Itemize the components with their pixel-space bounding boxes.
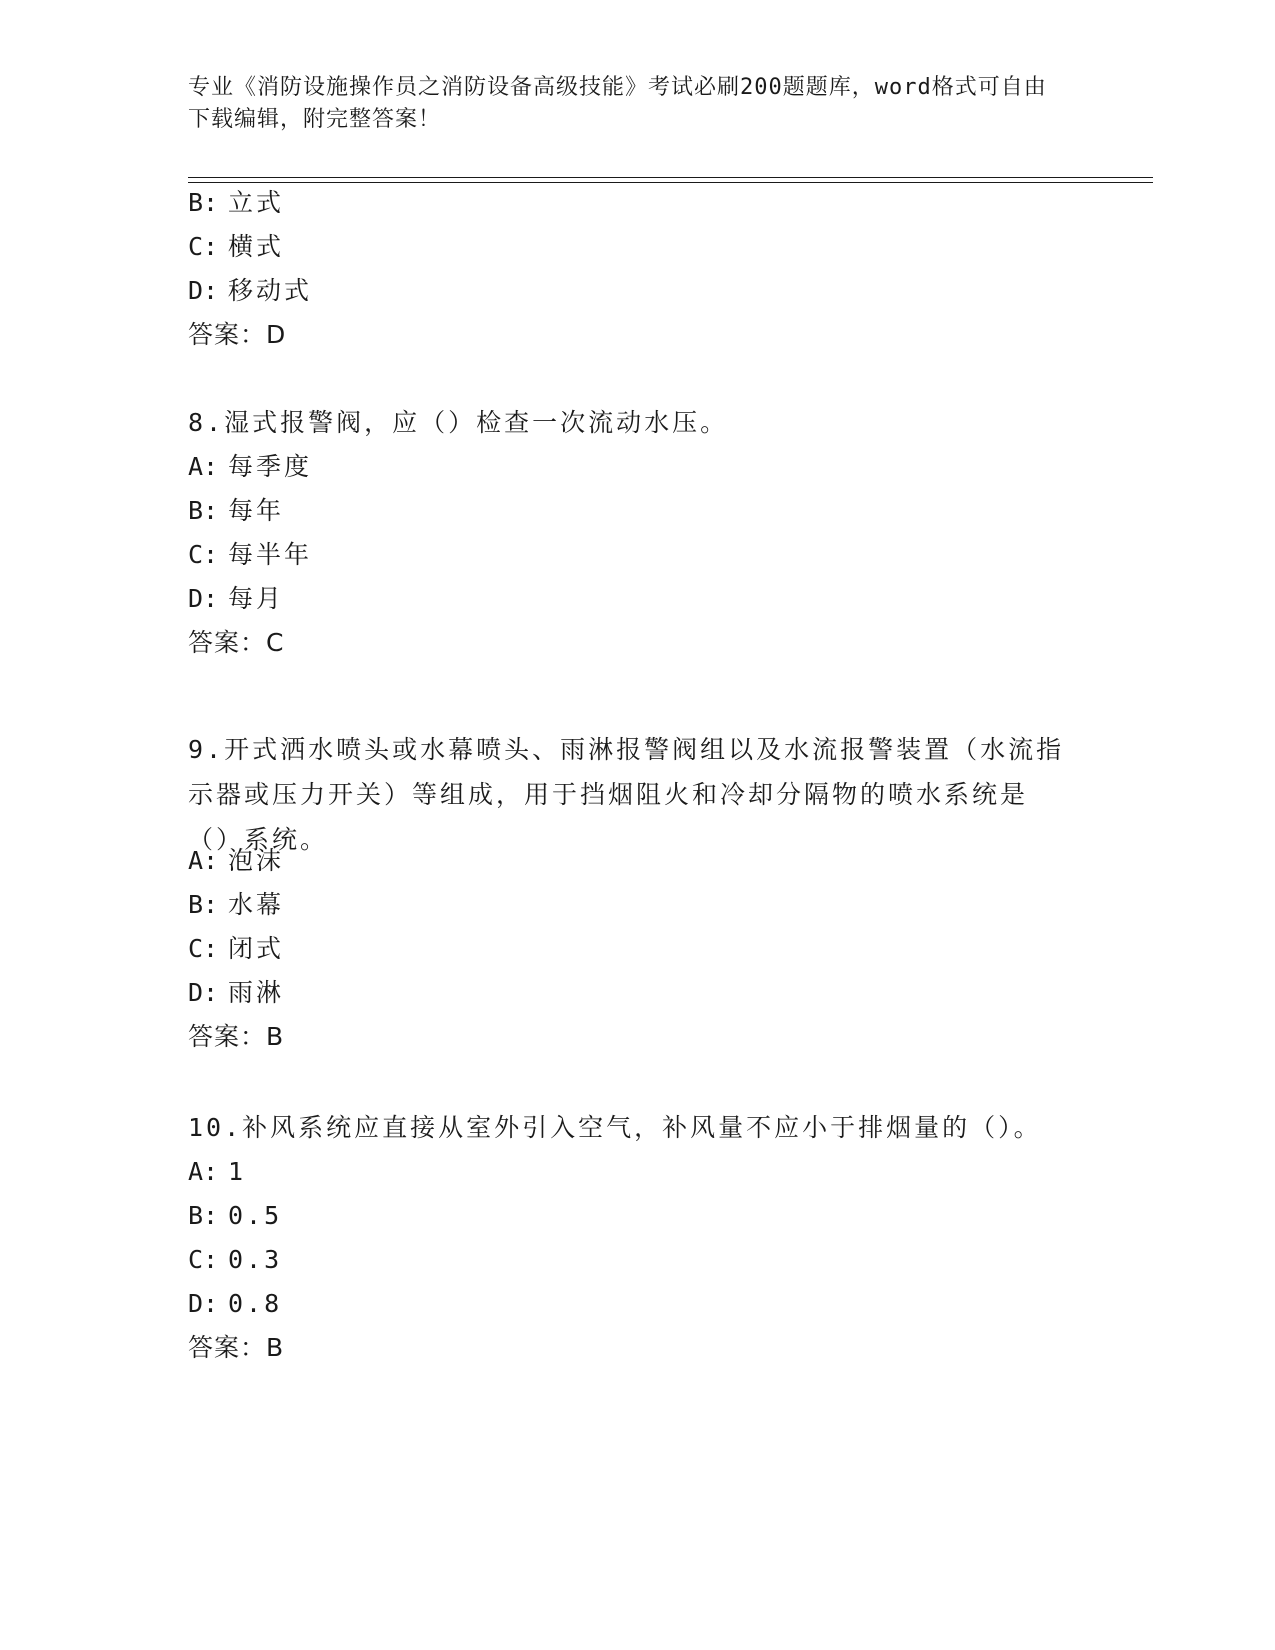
- option-a: A: 1: [188, 1157, 247, 1186]
- option-b: B: 水幕: [188, 890, 285, 919]
- question-8-stem: 8.湿式报警阀，应（）检查一次流动水压。: [188, 408, 729, 437]
- option-c: C: 0.3: [188, 1245, 283, 1274]
- question-10-stem: 10.补风系统应直接从室外引入空气，补风量不应小于排烟量的（）。: [188, 1113, 1042, 1142]
- option-d: D: 每月: [188, 584, 285, 613]
- option-b: B: 立式: [188, 188, 285, 217]
- header-divider-bottom: [188, 182, 1153, 183]
- question-9-stem: 9.开式洒水喷头或水幕喷头、雨淋报警阀组以及水流报警装置（水流指示器或压力开关）等组成，用于挡烟阻火和冷却分隔物的喷水系统是（）系统。: [188, 735, 1065, 854]
- document-header: [188, 72, 1068, 136]
- option-d: D: 移动式: [188, 276, 313, 305]
- answer-line: 答案：D: [188, 320, 287, 349]
- option-c: C: 闭式: [188, 934, 285, 963]
- header-divider-top: [188, 177, 1153, 178]
- option-a: A: 泡沫: [188, 846, 285, 875]
- option-d: D: 雨淋: [188, 978, 285, 1007]
- option-c: C: 每半年: [188, 540, 313, 569]
- answer-line: 答案：C: [188, 628, 285, 657]
- answer-line: 答案：B: [188, 1333, 285, 1362]
- header-title: 专业《消防设施操作员之消防设备高级技能》考试必刷200题题库，word格式可自由下载编辑，附完整答案！: [188, 75, 1047, 132]
- answer-line: 答案：B: [188, 1022, 285, 1051]
- option-b: B: 0.5: [188, 1201, 283, 1230]
- option-c: C: 横式: [188, 232, 285, 261]
- option-d: D: 0.8: [188, 1289, 283, 1318]
- option-a: A: 每季度: [188, 452, 313, 481]
- option-b: B: 每年: [188, 496, 285, 525]
